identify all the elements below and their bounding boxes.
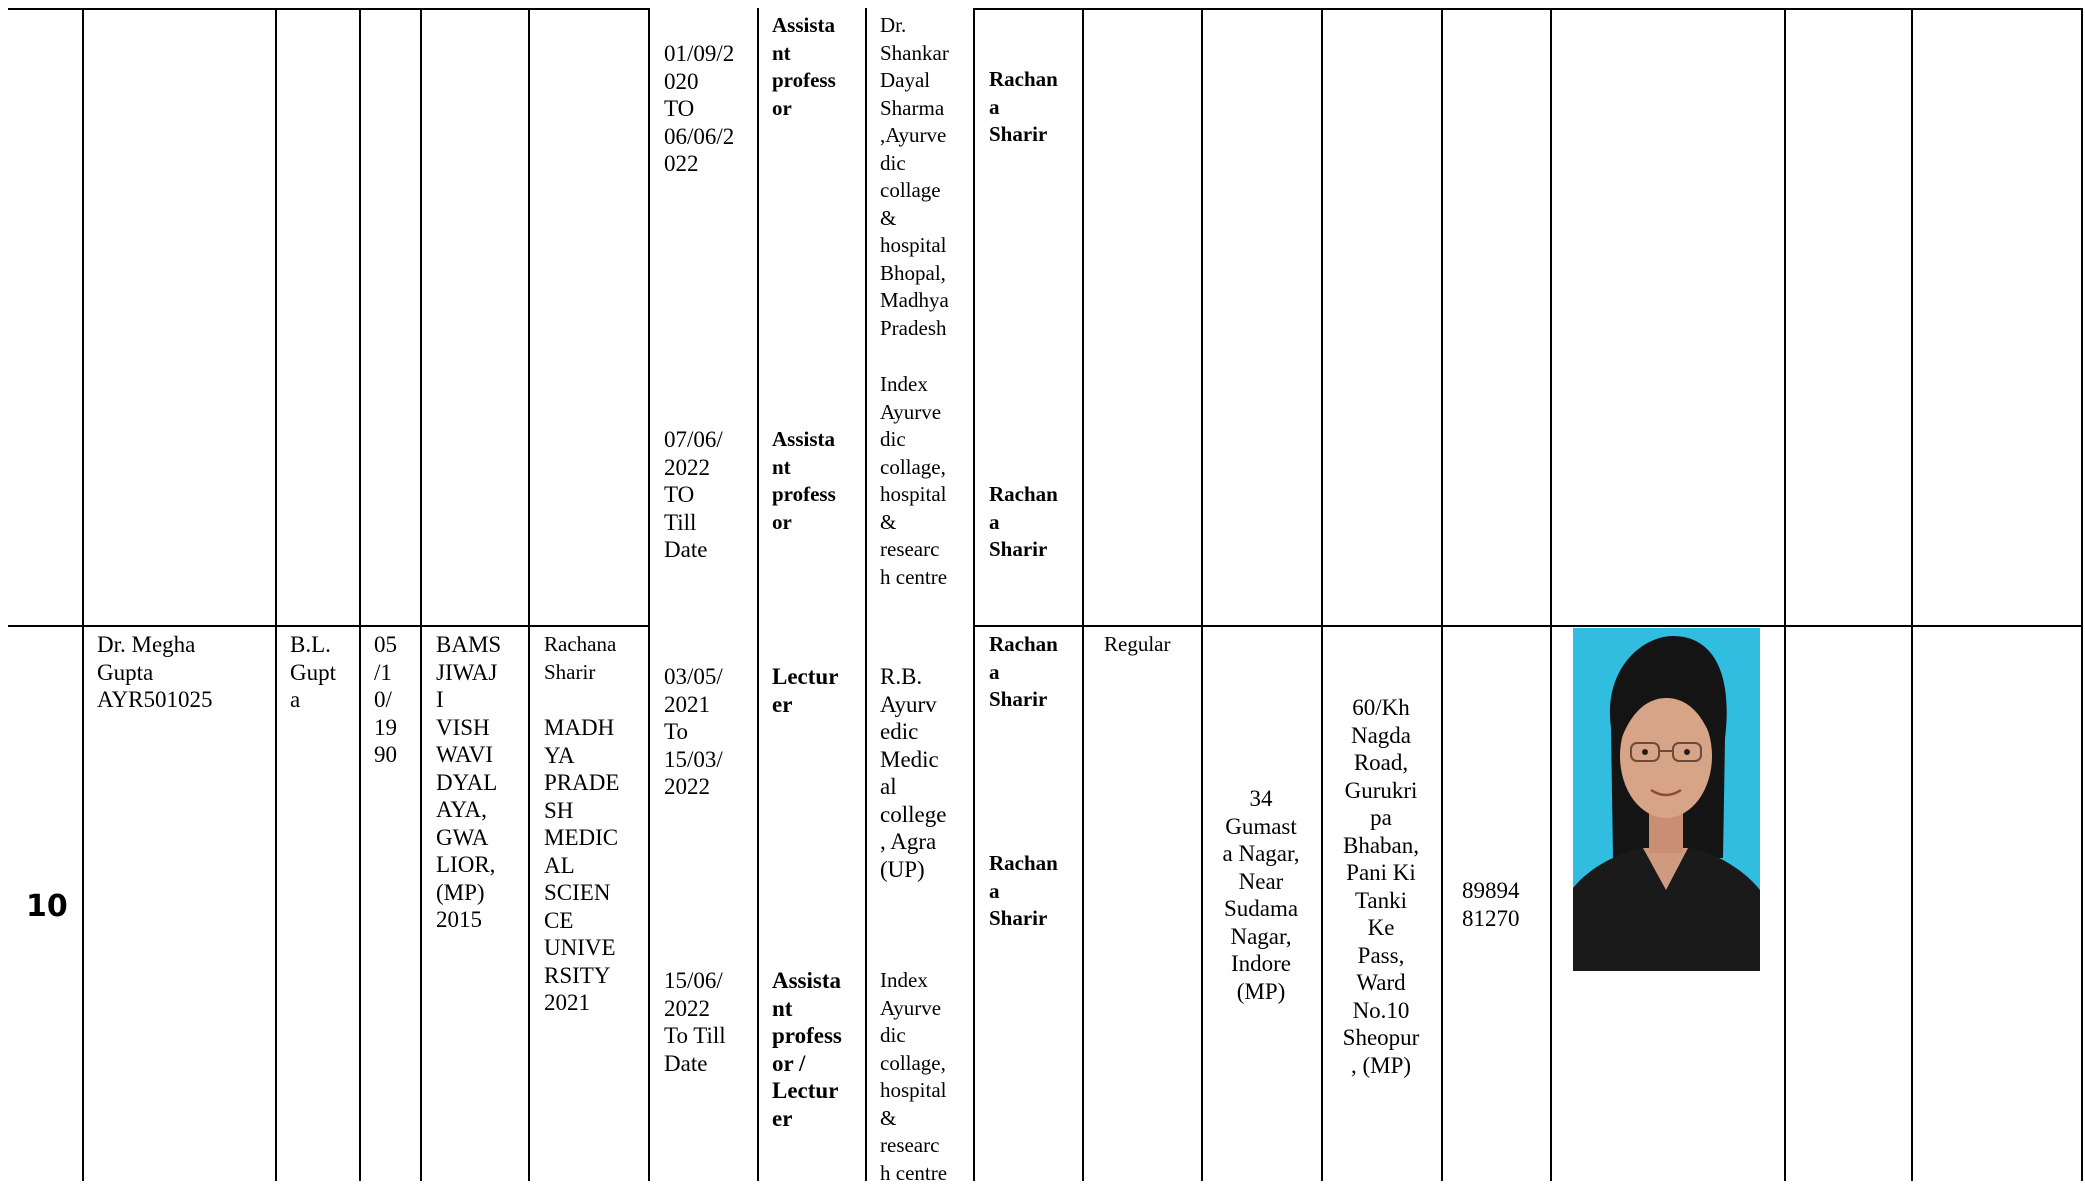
prev-exp-subject-2: Rachan a Sharir xyxy=(989,482,1058,561)
exp-institution-1: R.B. Ayurv edic Medic al college , Agra (UP) xyxy=(880,664,947,882)
col-border xyxy=(1550,8,1552,1181)
portrait-image xyxy=(1573,628,1760,971)
row-border xyxy=(8,625,648,627)
prev-exp-period-1: 01/09/2 020 TO 06/06/2 022 xyxy=(664,41,735,176)
col-border xyxy=(757,8,759,1181)
serial-number: 10 xyxy=(26,889,68,924)
col-border xyxy=(1911,8,1913,1181)
exp-designation-1: Lectur er xyxy=(772,664,839,717)
row-border xyxy=(8,8,648,10)
col-border xyxy=(1321,8,1323,1181)
exp-subject-1: Rachan a Sharir xyxy=(989,632,1058,711)
col-border xyxy=(1441,8,1443,1181)
exp-period-2: 15/06/ 2022 To Till Date xyxy=(664,968,726,1076)
col-border xyxy=(275,8,277,1181)
col-border xyxy=(865,8,867,1181)
faculty-photo xyxy=(1573,628,1760,971)
faculty-name: Dr. Megha Gupta AYR501025 xyxy=(97,632,213,712)
row-border xyxy=(973,8,2083,10)
col-border xyxy=(2081,8,2083,1181)
col-border xyxy=(1082,8,1084,1181)
prev-exp-period-2: 07/06/ 2022 TO Till Date xyxy=(664,427,723,562)
col-border xyxy=(1784,8,1786,1181)
father-name: B.L. Gupt a xyxy=(290,632,336,712)
prev-exp-designation-1: Assista nt profess or xyxy=(772,13,836,120)
pg-university: MADH YA PRADE SH MEDIC AL SCIEN CE UNIVE RSITY 2021 xyxy=(544,715,620,1015)
row-border xyxy=(973,625,2083,627)
exp-period-1: 03/05/ 2021 To 15/03/ 2022 xyxy=(664,664,723,799)
exp-institution-2: Index Ayurve dic collage, hospital & researc h centre xyxy=(880,968,948,1185)
address-permanent: 60/Kh Nagda Road, Gurukri pa Bhaban, Pani Ki Tanki Ke Pass, Ward No.10 Sheopur , (MP) xyxy=(1342,695,1420,1078)
prev-exp-designation-2: Assista nt profess or xyxy=(772,427,836,534)
prev-exp-institution-1: Dr. Shankar Dayal Sharma ,Ayurve dic collage & hospital Bhopal, Madhya Pradesh xyxy=(880,13,949,340)
exp-subject-2: Rachan a Sharir xyxy=(989,851,1058,930)
col-border xyxy=(528,8,530,1181)
col-border xyxy=(648,8,650,1181)
col-border xyxy=(82,8,84,1181)
col-border xyxy=(359,8,361,1181)
exp-designation-2: Assista nt profess or / Lectur er xyxy=(772,968,842,1131)
col-border xyxy=(973,8,975,1181)
date-of-birth: 05 /1 0/ 19 90 xyxy=(374,632,397,767)
address-present: 34 Gumast a Nagar, Near Sudama Nagar, Indore (MP) xyxy=(1222,786,1300,1004)
pg-subject: Rachana Sharir xyxy=(544,632,617,684)
col-border xyxy=(1201,8,1203,1181)
prev-exp-institution-2: Index Ayurve dic collage, hospital & researc h centre xyxy=(880,372,948,589)
appointment-type: Regular xyxy=(1104,632,1171,656)
prev-exp-subject-1: Rachan a Sharir xyxy=(989,67,1058,146)
col-border xyxy=(420,8,422,1181)
mobile-number: 89894 81270 xyxy=(1462,878,1520,931)
ug-qualification: BAMS JIWAJ I VISH WAVI DYAL AYA, GWA LIOR, (MP) 2015 xyxy=(436,632,502,932)
